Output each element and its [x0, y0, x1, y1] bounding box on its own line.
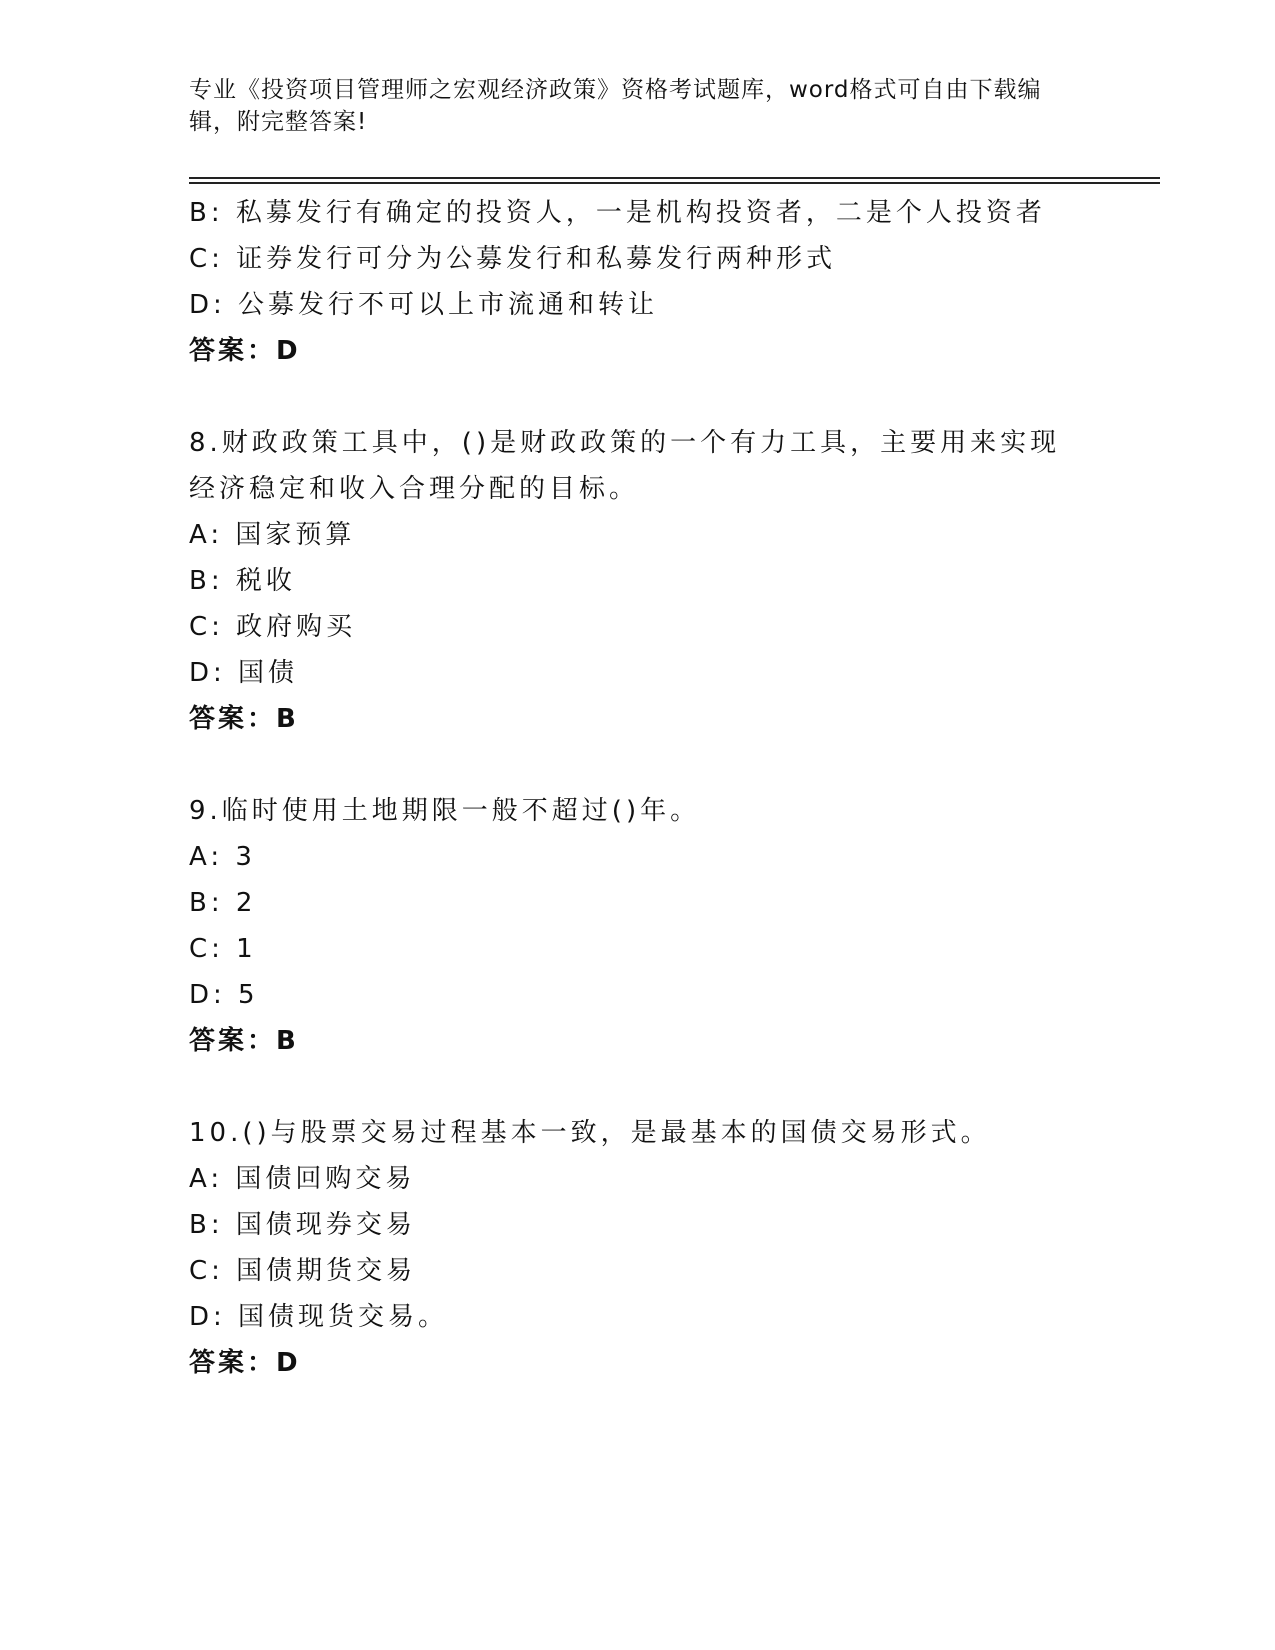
- option-c: C: 1: [189, 934, 257, 964]
- question-stem: 8.财政政策工具中，()是财政政策的一个有力工具，主要用来实现经济稳定和收入合理分配的目标。: [189, 428, 1061, 504]
- option-b: B: 国债现券交易: [189, 1210, 416, 1240]
- option-c: C: 政府购买: [189, 612, 357, 642]
- spacer: [189, 374, 1089, 420]
- spacer: [189, 1064, 1089, 1110]
- answer: 答案：D: [189, 336, 301, 366]
- option-d: D: 国债: [189, 658, 299, 688]
- option-a: A: 国债回购交易: [189, 1164, 416, 1194]
- document-header: 专业《投资项目管理师之宏观经济政策》资格考试题库，word格式可自由下载编辑，附完整答案!: [189, 77, 1042, 135]
- option-d: D: 公募发行不可以上市流通和转让: [189, 290, 659, 320]
- answer: 答案：B: [189, 1026, 299, 1056]
- question-stem: 9.临时使用土地期限一般不超过()年。: [189, 796, 701, 826]
- question-8: [189, 420, 1089, 742]
- question-7-tail: [189, 190, 1089, 374]
- option-c: C: 证券发行可分为公募发行和私募发行两种形式: [189, 244, 837, 274]
- header-rule-top: [189, 177, 1160, 179]
- option-a: A: 3: [189, 842, 256, 872]
- option-b: B: 税收: [189, 566, 296, 596]
- option-c: C: 国债期货交易: [189, 1256, 417, 1286]
- option-a: A: 国家预算: [189, 520, 356, 550]
- answer: 答案：B: [189, 704, 299, 734]
- question-9: [189, 788, 1089, 1064]
- option-d: D: 5: [189, 980, 259, 1010]
- question-stem: 10.()与股票交易过程基本一致，是最基本的国债交易形式。: [189, 1118, 991, 1148]
- answer: 答案：D: [189, 1348, 301, 1378]
- question-10: [189, 1110, 1089, 1386]
- option-b: B: 私募发行有确定的投资人，一是机构投资者，二是个人投资者: [189, 198, 1046, 228]
- question-list: [189, 190, 1089, 1386]
- option-b: B: 2: [189, 888, 257, 918]
- option-d: D: 国债现货交易。: [189, 1302, 449, 1332]
- header-rule-bottom: [189, 182, 1160, 184]
- spacer: [189, 742, 1089, 788]
